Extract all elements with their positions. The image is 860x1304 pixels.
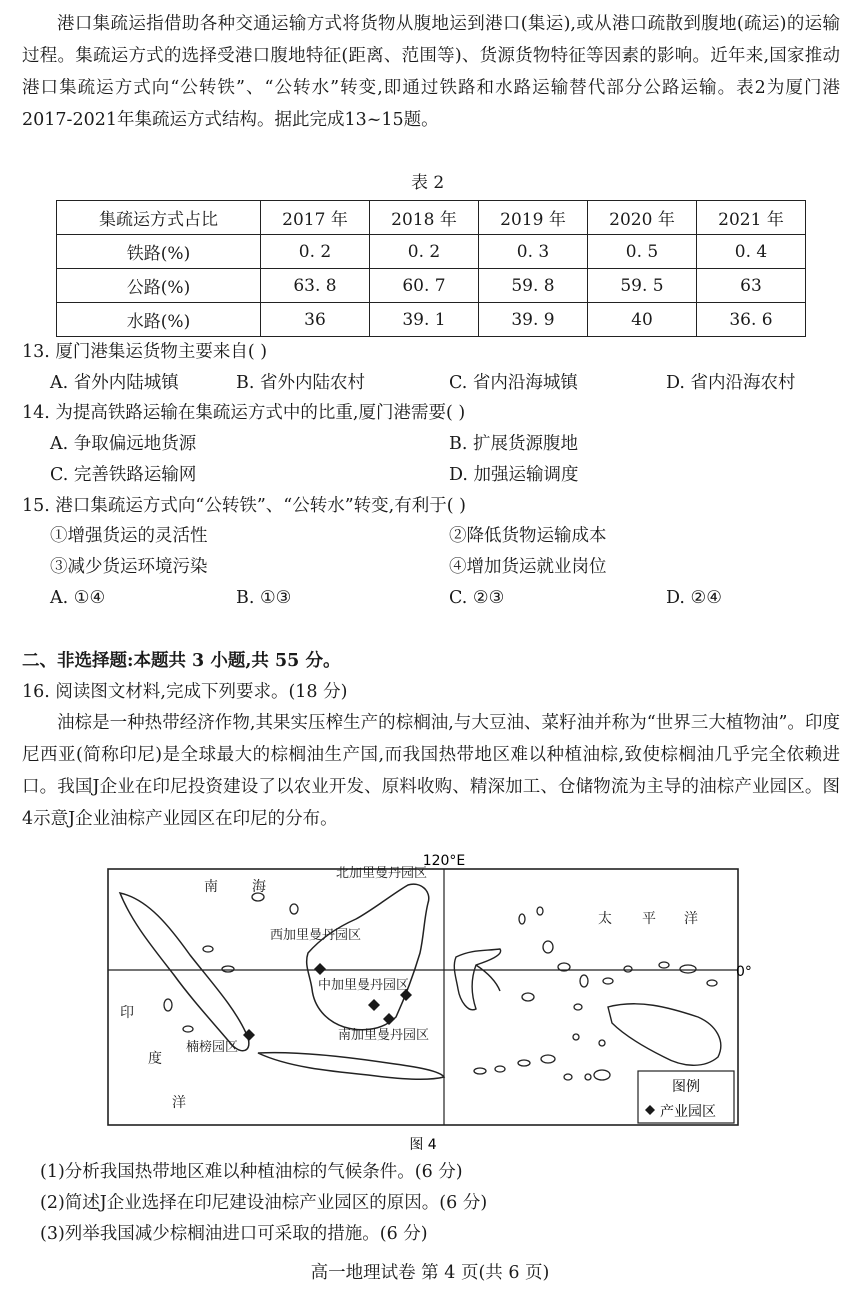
table-row [57, 235, 806, 269]
q15-option-b: B. ①③ [236, 588, 292, 608]
small-islands [164, 893, 717, 1080]
q14-option-a: A. 争取偏远地货源 [50, 434, 197, 454]
label-indian-3: 洋 [172, 1095, 186, 1111]
label-central-park: 中加里曼丹园区 [318, 978, 410, 993]
table-cell: 0. 2 [370, 235, 479, 269]
table-cell: 公路(%) [57, 269, 261, 303]
question-16-stem: 16. 阅读图文材料,完成下列要求。(18 分) [22, 682, 348, 702]
table-cell: 0. 3 [479, 235, 588, 269]
table-cell: 63 [697, 269, 806, 303]
q15-item-4: ④增加货运就业岗位 [449, 557, 607, 577]
q13-option-c: C. 省内沿海城镇 [449, 373, 578, 393]
table-cell: 59. 5 [588, 269, 697, 303]
java-island [258, 1053, 444, 1080]
park-marker-south [383, 1013, 395, 1025]
table-cell: 36 [261, 303, 370, 337]
legend-title: 图例 [672, 1079, 700, 1095]
table-cell: 0. 4 [697, 235, 806, 269]
question-15-stem: 15. 港口集疏运方式向“公转铁”、“公转水”转变,有利于( ) [22, 496, 466, 516]
borneo-island [307, 884, 429, 1030]
table-header-cell: 集疏运方式占比 [57, 201, 261, 235]
label-south-park: 南加里曼丹园区 [338, 1028, 430, 1043]
table-cell: 水路(%) [57, 303, 261, 337]
table-header-cell: 2018 年 [370, 201, 479, 235]
park-marker-central [368, 999, 380, 1011]
table-cell: 0. 2 [261, 235, 370, 269]
table-row [57, 303, 806, 337]
table-cell: 铁路(%) [57, 235, 261, 269]
intro-paragraph: 港口集疏运指借助各种交通运输方式将货物从腹地运到港口(集运),或从港口疏散到腹地(疏运)的运输过程。集疏运方式的选择受港口腹地特征(距离、范围等)、货源货物特征等因素的影响。近年来,国家推动港口集疏运方式向“公转铁”、“公转水”转变,即通过铁路和水路运输替代部分公路运输。表2为厦门港2017-2021年集疏运方式结构。据此完成13~15题。 [22, 14, 840, 130]
table-header-cell: 2021 年 [697, 201, 806, 235]
table-cell: 0. 5 [588, 235, 697, 269]
table-cell: 59. 8 [479, 269, 588, 303]
label-pacific-3: 洋 [684, 911, 698, 927]
q13-option-d: D. 省内沿海农村 [666, 373, 796, 393]
table-cell: 39. 1 [370, 303, 479, 337]
label-indian-1: 印 [120, 1005, 134, 1021]
table-header-cell: 2017 年 [261, 201, 370, 235]
q15-option-d: D. ②④ [666, 588, 722, 608]
table-row [57, 269, 806, 303]
label-nanhai-2: 海 [252, 879, 266, 895]
data-table [56, 200, 806, 337]
table-cell: 63. 8 [261, 269, 370, 303]
q14-option-d: D. 加强运输调度 [449, 465, 579, 485]
label-north-park: 北加里曼丹园区 [336, 866, 428, 881]
table-header-cell: 2019 年 [479, 201, 588, 235]
label-indian-2: 度 [148, 1051, 162, 1067]
question-14-stem: 14. 为提高铁路运输在集疏运方式中的比重,厦门港需要( ) [22, 403, 466, 423]
map-figure [108, 853, 752, 1157]
new-guinea-island [608, 1004, 721, 1066]
q14-option-b: B. 扩展货源腹地 [449, 434, 578, 454]
q15-item-2: ②降低货物运输成本 [449, 526, 607, 546]
sulawesi-island [454, 949, 500, 1010]
q16-sub-1: (1)分析我国热带地区难以种植油棕的气候条件。(6 分) [40, 1162, 463, 1182]
figure-caption: 图 4 [409, 1137, 437, 1153]
table-cell: 39. 9 [479, 303, 588, 337]
q14-option-c: C. 完善铁路运输网 [50, 465, 197, 485]
table-header-cell: 2020 年 [588, 201, 697, 235]
section-2-heading: 二、非选择题:本题共 3 小题,共 55 分。 [22, 651, 341, 671]
table-cell: 60. 7 [370, 269, 479, 303]
q13-option-a: A. 省外内陆城镇 [50, 373, 179, 393]
q15-item-3: ③减少货运环境污染 [50, 557, 208, 577]
table-cell: 40 [588, 303, 697, 337]
indonesia-map [108, 853, 752, 1157]
q15-option-c: C. ②③ [449, 588, 505, 608]
table-header-row [57, 201, 806, 235]
label-nanbang-park: 楠榜园区 [186, 1040, 239, 1055]
question-13-stem: 13. 厦门港集运货物主要来自( ) [22, 342, 268, 362]
q15-item-1: ①增强货运的灵活性 [50, 526, 208, 546]
map-legend [638, 1071, 734, 1123]
lon-label: 120°E [422, 853, 466, 869]
label-pacific-1: 太 [598, 911, 612, 927]
question-16-text: 油棕是一种热带经济作物,其果实压榨生产的棕榈油,与大豆油、菜籽油并称为“世界三大植物油”。印度尼西亚(简称印尼)是全球最大的棕榈油生产国,而我国热带地区难以种植油棕,致使棕榈油几乎完全依赖进口。我国J企业在印尼投资建设了以农业开发、原料收购、精深加工、仓储物流为主导的油棕产业园区。图4示意J企业油棕产业园区在印尼的分布。 [22, 713, 840, 829]
q16-sub-2: (2)简述J企业选择在印尼建设油棕产业园区的原因。(6 分) [40, 1193, 488, 1213]
legend-item: 产业园区 [660, 1104, 716, 1120]
label-pacific-2: 平 [642, 911, 656, 927]
table-cell: 36. 6 [697, 303, 806, 337]
q15-option-a: A. ①④ [50, 588, 106, 608]
q16-sub-3: (3)列举我国减少棕榈油进口可采取的措施。(6 分) [40, 1224, 428, 1244]
park-marker-west [314, 963, 326, 975]
label-west-park: 西加里曼丹园区 [270, 928, 362, 943]
table-caption: 表 2 [411, 173, 445, 193]
lat-label: 0° [736, 964, 752, 980]
label-nanhai-1: 南 [204, 879, 218, 895]
page-footer: 高一地理试卷 第 4 页(共 6 页) [310, 1263, 550, 1283]
q13-option-b: B. 省外内陆农村 [236, 373, 365, 393]
